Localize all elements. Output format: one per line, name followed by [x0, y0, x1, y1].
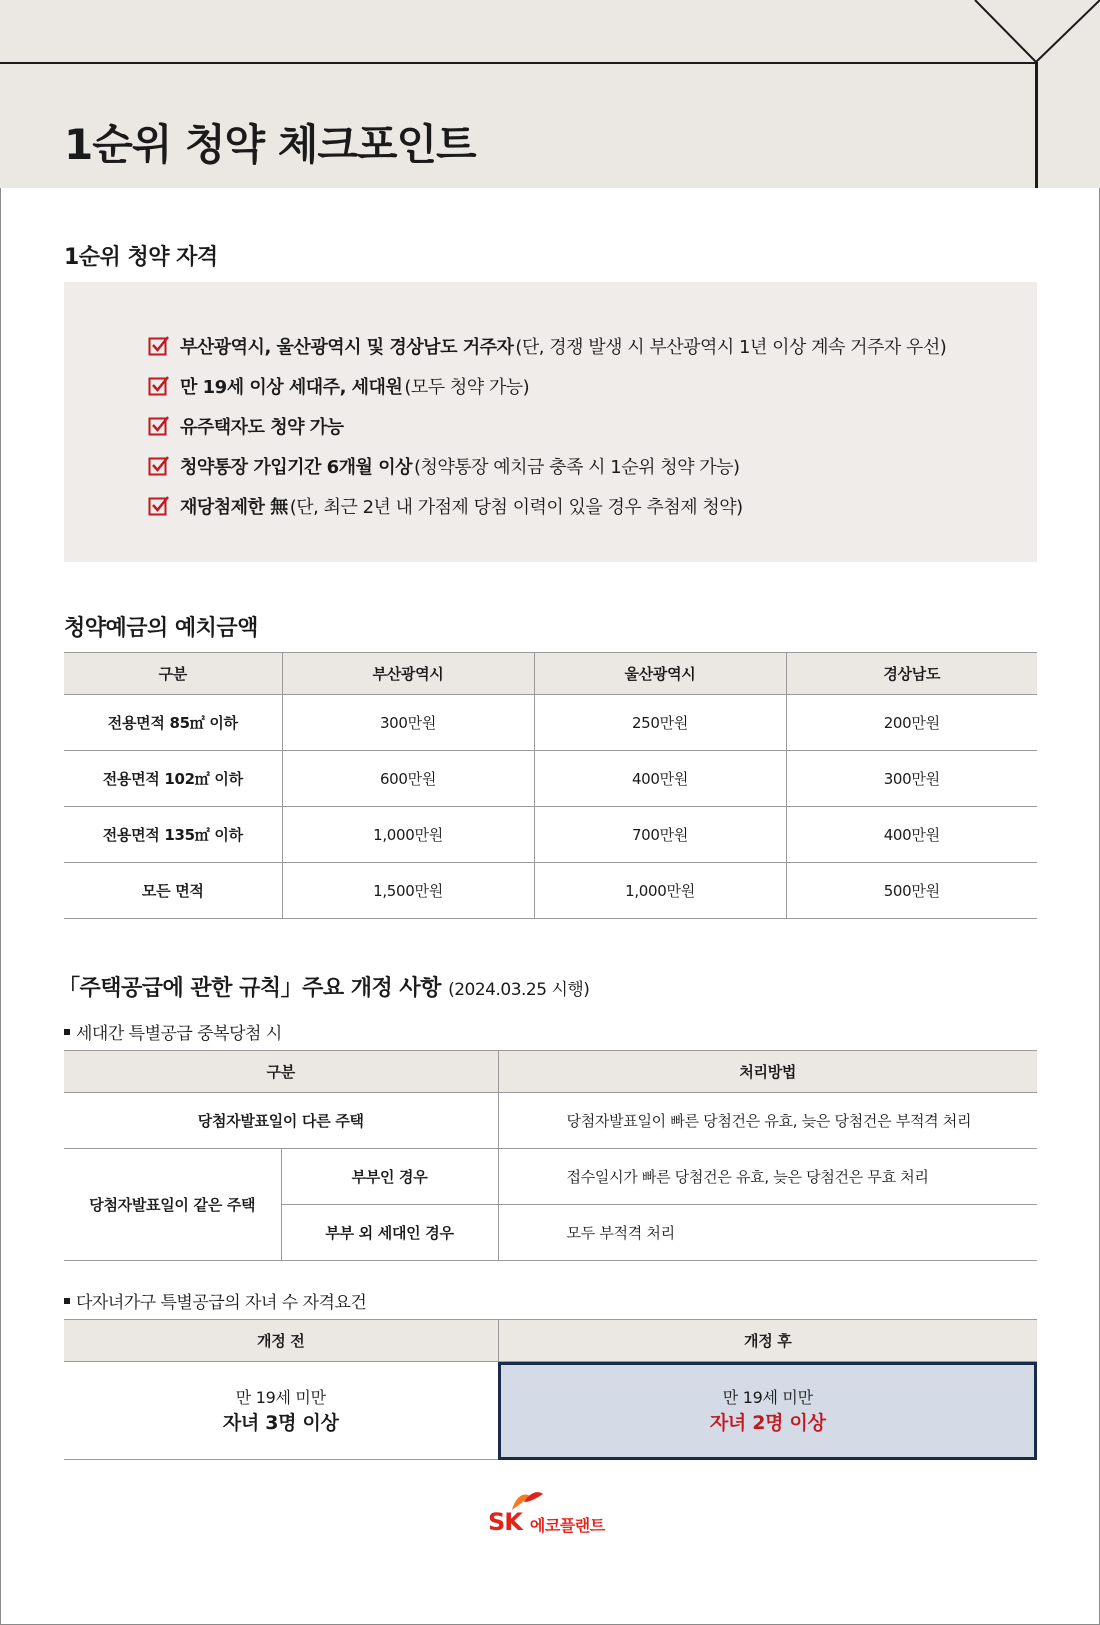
table-cell: 1,500만원	[282, 863, 534, 919]
duplicate-label	[64, 1019, 282, 1044]
table-cell: 300만원	[282, 695, 534, 751]
deposit-table	[64, 652, 1037, 919]
table-cell: 400만원	[786, 807, 1037, 863]
eligibility-item-strong: 유주택자도 청약 가능	[180, 417, 344, 438]
after-line2: 자녀 2명 이상	[709, 1411, 826, 1434]
multichild-table	[64, 1319, 1037, 1460]
table-cell: 300만원	[786, 751, 1037, 807]
column-header: 처리방법	[498, 1051, 1037, 1093]
table-cell: 1,000만원	[534, 863, 786, 919]
table-row	[64, 695, 1037, 751]
before-line2: 자녀 3명 이상	[222, 1411, 339, 1434]
before-line1: 만 19세 미만	[235, 1387, 326, 1407]
eligibility-item-note: (청약통장 예치금 충족 시 1순위 청약 가능)	[413, 457, 740, 478]
table-header-row	[64, 1320, 1037, 1362]
eligibility-item	[148, 326, 946, 366]
column-header: 개정 전	[64, 1320, 498, 1362]
row-header: 당첨자발표일이 다른 주택	[64, 1093, 498, 1149]
column-header: 울산광역시	[534, 653, 786, 695]
eligibility-item	[148, 366, 946, 406]
eligibility-box	[64, 282, 1037, 562]
row-header: 전용면적 135㎡ 이하	[64, 807, 282, 863]
table-row	[64, 751, 1037, 807]
deposit-title: 청약예금의 예치금액	[64, 616, 258, 641]
row-header: 전용면적 85㎡ 이하	[64, 695, 282, 751]
table-row	[64, 1149, 1037, 1205]
row-header: 당첨자발표일이 같은 주택	[64, 1149, 281, 1261]
duplicate-table	[64, 1050, 1037, 1261]
column-header: 부산광역시	[282, 653, 534, 695]
table-row	[64, 1093, 1037, 1149]
checkbox-checked-icon	[148, 495, 170, 517]
table-row	[64, 863, 1037, 919]
column-header: 개정 후	[498, 1320, 1037, 1362]
multichild-label-text: 다자녀가구 특별공급의 자녀 수 자격요건	[76, 1293, 367, 1313]
table-cell: 모두 부적격 처리	[498, 1205, 1037, 1261]
table-cell: 접수일시가 빠른 당첨건은 유효, 늦은 당첨건은 무효 처리	[498, 1149, 1037, 1205]
row-header: 모든 면적	[64, 863, 282, 919]
checkbox-checked-icon	[148, 415, 170, 437]
eligibility-item-note: (단, 최근 2년 내 가점제 당첨 이력이 있을 경우 추첨제 청약)	[289, 497, 743, 518]
duplicate-label-text: 세대간 특별공급 중복당첨 시	[76, 1024, 282, 1044]
eligibility-item	[148, 486, 946, 526]
table-cell: 500만원	[786, 863, 1037, 919]
eligibility-list	[148, 326, 946, 526]
after-line1: 만 19세 미만	[722, 1387, 813, 1407]
bullet-icon	[64, 1298, 70, 1304]
column-header: 구분	[64, 653, 282, 695]
row-header: 전용면적 102㎡ 이하	[64, 751, 282, 807]
table-cell: 400만원	[534, 751, 786, 807]
multichild-label	[64, 1288, 366, 1313]
logo-sk-text: SK	[488, 1508, 522, 1536]
revision-date: (2024.03.25 시행)	[448, 980, 590, 1000]
table-cell: 1,000만원	[282, 807, 534, 863]
eligibility-item-strong: 만 19세 이상 세대주, 세대원	[180, 377, 403, 398]
revision-title: 「주택공급에 관한 규칙」주요 개정 사항	[58, 976, 441, 1001]
eligibility-item-strong: 재당첨제한 無	[180, 497, 288, 518]
bullet-icon	[64, 1029, 70, 1035]
eligibility-item-note: (단, 경쟁 발생 시 부산광역시 1년 이상 계속 거주자 우선)	[515, 337, 947, 358]
table-row	[64, 807, 1037, 863]
before-cell	[64, 1362, 498, 1460]
eligibility-item-note: (모두 청약 가능)	[404, 377, 530, 398]
logo-sub-text: 에코플랜트	[529, 1516, 605, 1535]
table-header-row	[64, 1051, 1037, 1093]
page-title: 1순위 청약 체크포인트	[64, 120, 476, 169]
table-header-row	[64, 653, 1037, 695]
checkbox-checked-icon	[148, 335, 170, 357]
table-row	[64, 1362, 1037, 1460]
checkbox-checked-icon	[148, 375, 170, 397]
eligibility-item-strong: 부산광역시, 울산광역시 및 경상남도 거주자	[180, 337, 514, 358]
row-subheader: 부부 외 세대인 경우	[281, 1205, 498, 1261]
table-cell: 600만원	[282, 751, 534, 807]
eligibility-item	[148, 406, 946, 446]
butterfly-logo-icon	[510, 1490, 544, 1512]
revision-title-wrap	[58, 971, 589, 1002]
checkbox-checked-icon	[148, 455, 170, 477]
eligibility-item-strong: 청약통장 가입기간 6개월 이상	[180, 457, 412, 478]
table-cell: 당첨자발표일이 빠른 당첨건은 유효, 늦은 당첨건은 부적격 처리	[498, 1093, 1037, 1149]
sk-ecoplant-logo	[488, 1508, 605, 1536]
column-header: 경상남도	[786, 653, 1037, 695]
table-cell: 250만원	[534, 695, 786, 751]
row-subheader: 부부인 경우	[281, 1149, 498, 1205]
after-cell-highlight	[498, 1362, 1037, 1460]
column-header: 구분	[64, 1051, 498, 1093]
eligibility-title: 1순위 청약 자격	[64, 245, 218, 270]
page-header	[0, 0, 1100, 188]
eligibility-item	[148, 446, 946, 486]
table-cell: 200만원	[786, 695, 1037, 751]
table-cell: 700만원	[534, 807, 786, 863]
